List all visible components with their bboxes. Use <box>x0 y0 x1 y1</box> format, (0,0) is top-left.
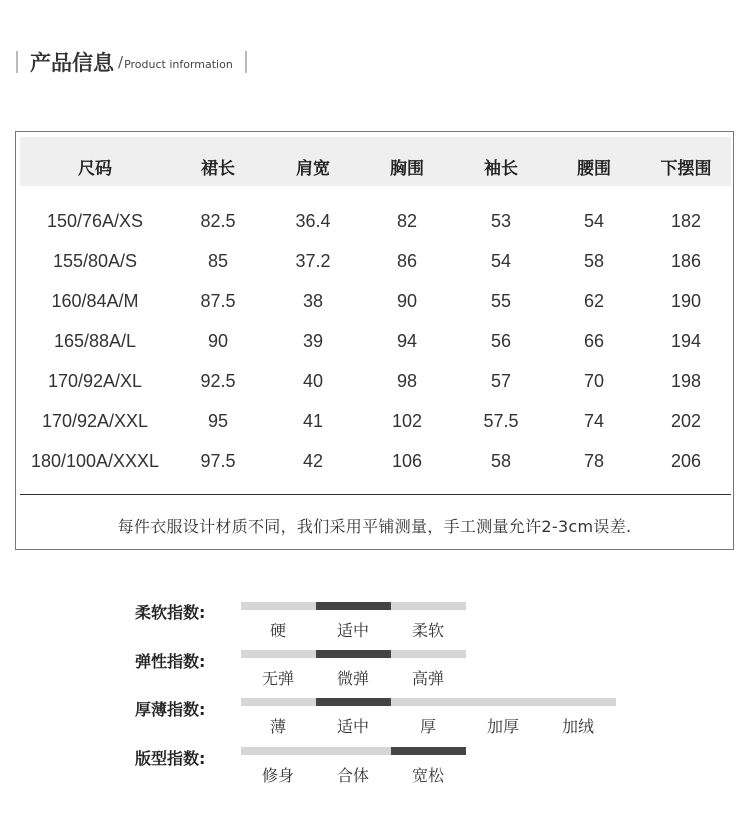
cell-shoulder: 40 <box>302 371 324 391</box>
thickness-option: 适中 <box>336 717 369 736</box>
scale-segment-active <box>316 698 391 706</box>
cell-size: 150/76A/XS <box>46 211 144 231</box>
section-header <box>16 46 247 78</box>
cell-shoulder: 37.2 <box>295 251 331 271</box>
cell-shoulder: 41 <box>302 411 324 431</box>
cell-waist: 62 <box>583 291 605 311</box>
cell-length: 95 <box>207 411 229 431</box>
scale-segment <box>541 698 616 706</box>
cell-size: 170/92A/XXL <box>41 411 149 431</box>
elasticity-index-label: 弹性指数: <box>135 652 206 671</box>
thickness-option: 厚 <box>419 717 436 736</box>
cell-sleeve: 56 <box>490 331 512 351</box>
cell-shoulder: 36.4 <box>295 211 331 231</box>
col-header-size: 尺码 <box>78 159 112 179</box>
elasticity-option: 无弹 <box>261 669 294 688</box>
cell-shoulder: 38 <box>302 291 324 311</box>
cell-size: 180/100A/XXXL <box>30 451 160 471</box>
col-header-length: 裙长 <box>201 159 235 179</box>
col-header-waist: 腰围 <box>577 159 611 179</box>
cell-length: 97.5 <box>200 451 236 471</box>
cell-bust: 98 <box>396 371 418 391</box>
cell-hem: 198 <box>670 371 702 391</box>
col-header-bust: 胸围 <box>390 159 424 179</box>
scale-segment <box>316 747 391 755</box>
table-row <box>16 445 733 485</box>
cell-hem: 202 <box>670 411 702 431</box>
softness-option: 硬 <box>269 621 286 640</box>
header-right-bar <box>245 51 247 73</box>
title-slash: / <box>118 53 124 71</box>
softness-index-label: 柔软指数: <box>135 603 206 622</box>
table-row <box>16 405 733 445</box>
cell-waist: 70 <box>583 371 605 391</box>
cell-shoulder: 42 <box>302 451 324 471</box>
fit-option: 宽松 <box>411 766 444 785</box>
header-left-bar <box>16 51 18 73</box>
cell-sleeve: 54 <box>490 251 512 271</box>
cell-length: 87.5 <box>200 291 236 311</box>
col-header-sleeve: 袖长 <box>484 159 518 179</box>
cell-bust: 102 <box>391 411 423 431</box>
scale-segment <box>241 747 316 755</box>
col-header-shoulder: 肩宽 <box>296 159 330 179</box>
cell-sleeve: 58 <box>490 451 512 471</box>
cell-length: 85 <box>207 251 229 271</box>
cell-sleeve: 53 <box>490 211 512 231</box>
cell-hem: 206 <box>670 451 702 471</box>
scale-segment-active <box>391 747 466 755</box>
scale-segment <box>241 602 316 610</box>
scale-segment <box>391 650 466 658</box>
table-divider <box>20 494 731 495</box>
cell-length: 92.5 <box>200 371 236 391</box>
softness-option: 适中 <box>336 621 369 640</box>
cell-waist: 58 <box>583 251 605 271</box>
cell-sleeve: 57 <box>490 371 512 391</box>
cell-hem: 186 <box>670 251 702 271</box>
table-row <box>16 245 733 285</box>
table-header-row <box>20 137 731 186</box>
section-title: 产品信息 <box>30 51 114 75</box>
cell-waist: 74 <box>583 411 605 431</box>
fit-option: 修身 <box>261 766 294 785</box>
thickness-option: 加厚 <box>486 717 519 736</box>
cell-bust: 94 <box>396 331 418 351</box>
thickness-option: 薄 <box>269 717 286 736</box>
table-row <box>16 325 733 365</box>
cell-waist: 78 <box>583 451 605 471</box>
cell-size: 170/92A/XL <box>47 371 143 391</box>
cell-waist: 54 <box>583 211 605 231</box>
cell-sleeve: 55 <box>490 291 512 311</box>
cell-shoulder: 39 <box>302 331 324 351</box>
thickness-index-label: 厚薄指数: <box>135 700 206 719</box>
table-row <box>16 205 733 245</box>
cell-waist: 66 <box>583 331 605 351</box>
scale-segment <box>391 602 466 610</box>
fit-option: 合体 <box>336 766 369 785</box>
scale-segment <box>241 698 316 706</box>
cell-bust: 106 <box>391 451 423 471</box>
cell-bust: 86 <box>396 251 418 271</box>
cell-size: 165/88A/L <box>53 331 137 351</box>
thickness-option: 加绒 <box>561 717 594 736</box>
cell-sleeve: 57.5 <box>483 411 519 431</box>
cell-hem: 182 <box>670 211 702 231</box>
cell-hem: 190 <box>670 291 702 311</box>
scale-segment-active <box>316 602 391 610</box>
elasticity-option: 微弹 <box>336 669 369 688</box>
col-header-hem: 下摆围 <box>660 159 712 179</box>
scale-segment <box>391 698 466 706</box>
cell-length: 82.5 <box>200 211 236 231</box>
section-subtitle: Product information <box>124 57 233 71</box>
cell-hem: 194 <box>670 331 702 351</box>
softness-option: 柔软 <box>411 621 444 640</box>
elasticity-option: 高弹 <box>411 669 444 688</box>
measurement-note: 每件衣服设计材质不同，我们采用平铺测量，手工测量允许2-3cm误差. <box>117 517 632 536</box>
scale-segment <box>241 650 316 658</box>
fit-index-label: 版型指数: <box>135 749 206 768</box>
table-row <box>16 285 733 325</box>
table-row <box>16 365 733 405</box>
cell-bust: 82 <box>396 211 418 231</box>
cell-length: 90 <box>207 331 229 351</box>
cell-bust: 90 <box>396 291 418 311</box>
size-table <box>15 131 734 550</box>
cell-size: 155/80A/S <box>52 251 138 271</box>
cell-size: 160/84A/M <box>51 291 139 311</box>
scale-segment <box>466 698 541 706</box>
scale-segment-active <box>316 650 391 658</box>
